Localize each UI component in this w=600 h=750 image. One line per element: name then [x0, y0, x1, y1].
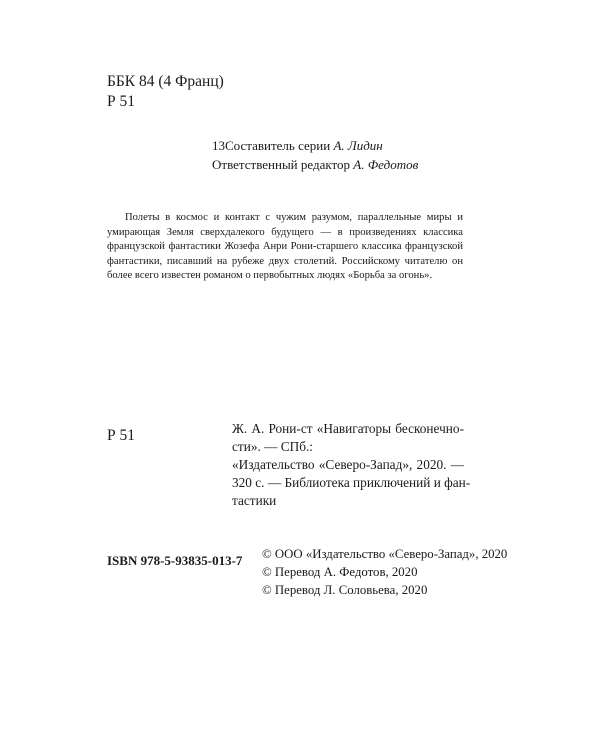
series-compiler-name: А. Лидин	[333, 138, 383, 153]
copyright-line: © Перевод А. Федотов, 2020	[262, 565, 418, 579]
copyright-block	[262, 545, 507, 599]
series-compiler-line	[212, 136, 418, 155]
annotation-text: Полеты в космос и контакт с чужим разумом, параллельные миры и умирающая Земля сверхдалекого будущего — в произведениях классика французской фантастики Жозефа Анри Рони-старшего классика французской фантастики, писавший на рубеже двух столетий. Российскому читателю он более всего известен романом о первобытных людях «Борьба за огонь».	[107, 212, 463, 281]
catalog-entry	[232, 420, 471, 510]
catalog-line: Ж. А. Рони-ст «Навигаторы бесконечно-	[232, 421, 464, 436]
catalog-line: «Издательство «Северо-Запад», 2020. —	[232, 457, 464, 472]
editor-line	[212, 155, 418, 174]
classification-block	[107, 72, 224, 112]
author-sign: Р 51	[107, 93, 135, 110]
isbn: ISBN 978-5-93835-013-7	[107, 553, 243, 568]
credits-block	[212, 136, 418, 174]
catalog-line: тастики	[232, 493, 277, 508]
catalog-author-sign: Р 51	[107, 427, 135, 444]
editor-name: А. Федотов	[353, 157, 419, 172]
copyright-line: © ООО «Издательство «Северо-Запад», 2020	[262, 547, 508, 561]
bbk-index: ББК 84 (4 Франц)	[107, 73, 224, 90]
series-compiler-label: 13Составитель серии	[212, 138, 331, 153]
catalog-line: 320 с. — Библиотека приключений и фан-	[232, 475, 471, 490]
editor-label: Ответственный редактор	[212, 157, 351, 172]
copyright-line: © Перевод Л. Соловьева, 2020	[262, 583, 428, 597]
catalog-line: сти». — СПб.:	[232, 439, 314, 454]
